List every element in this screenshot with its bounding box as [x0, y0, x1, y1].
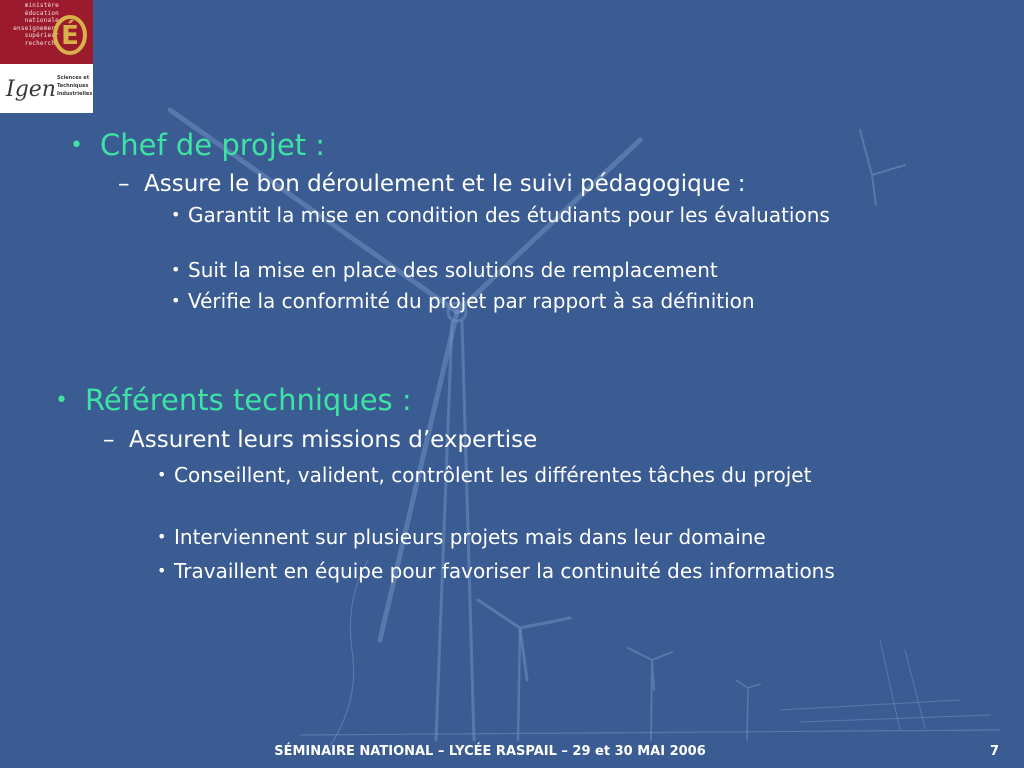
bullet-icon: •: [55, 388, 68, 413]
footer-text: SÉMINAIRE NATIONAL – LYCÉE RASPAIL – 29 et 30 MAI 2006: [274, 744, 706, 759]
bullet-icon: •: [171, 205, 181, 224]
slide-number: 7: [990, 744, 1000, 759]
ministry-line: enseignement: [13, 24, 59, 32]
section-heading: [70, 128, 325, 163]
list-item-text: Suit la mise en place des solutions de remplacement: [188, 258, 718, 282]
igen-mark: Igen: [6, 77, 56, 102]
section-subtitle: Assure le bon déroulement et le suivi pédagogique :: [144, 171, 746, 197]
bullet-icon: •: [171, 291, 181, 310]
bullet-icon: •: [70, 133, 83, 158]
list-item: [171, 258, 931, 282]
list-item: [171, 203, 891, 227]
list-item-text: Interviennent sur plusieurs projets mais dans leur domaine: [174, 525, 766, 549]
section-subheading: [103, 426, 537, 454]
emblem-letter: É: [61, 21, 79, 51]
section-title: Référents techniques :: [85, 383, 412, 417]
division-line: Industrielles: [57, 91, 93, 97]
list-item-text: Travaillent en équipe pour favoriser la continuité des informations: [174, 559, 835, 583]
list-item: [157, 559, 897, 583]
ministry-line: nationale: [24, 17, 59, 25]
section-heading: [55, 383, 412, 418]
ministry-line: supérieur: [24, 32, 59, 40]
list-item-text: Vérifie la conformité du projet par rapport à sa définition: [188, 289, 755, 313]
bullet-icon: •: [171, 260, 181, 279]
ministry-line: éducation: [24, 9, 59, 17]
division-line: Techniques: [57, 83, 89, 89]
section-subtitle: Assurent leurs missions d’expertise: [129, 427, 538, 453]
bullet-icon: •: [157, 561, 167, 580]
bullet-icon: •: [157, 527, 167, 546]
list-item: [157, 525, 977, 549]
list-item: [171, 289, 961, 313]
list-item-text: Conseillent, valident, contrôlent les différentes tâches du projet: [174, 463, 812, 487]
section-subheading: [118, 170, 746, 198]
list-item-text: Garantit la mise en condition des étudiants pour les évaluations: [188, 203, 830, 227]
ministry-line: ministère: [24, 2, 59, 9]
ministry-line: recherche: [24, 39, 59, 47]
list-item: [157, 463, 937, 487]
slide-footer: [0, 738, 1024, 768]
dash-icon: –: [118, 171, 130, 197]
division-line: Sciences et: [57, 75, 90, 81]
dash-icon: –: [103, 427, 115, 453]
bullet-icon: •: [157, 465, 167, 484]
section-title: Chef de projet :: [100, 128, 326, 162]
